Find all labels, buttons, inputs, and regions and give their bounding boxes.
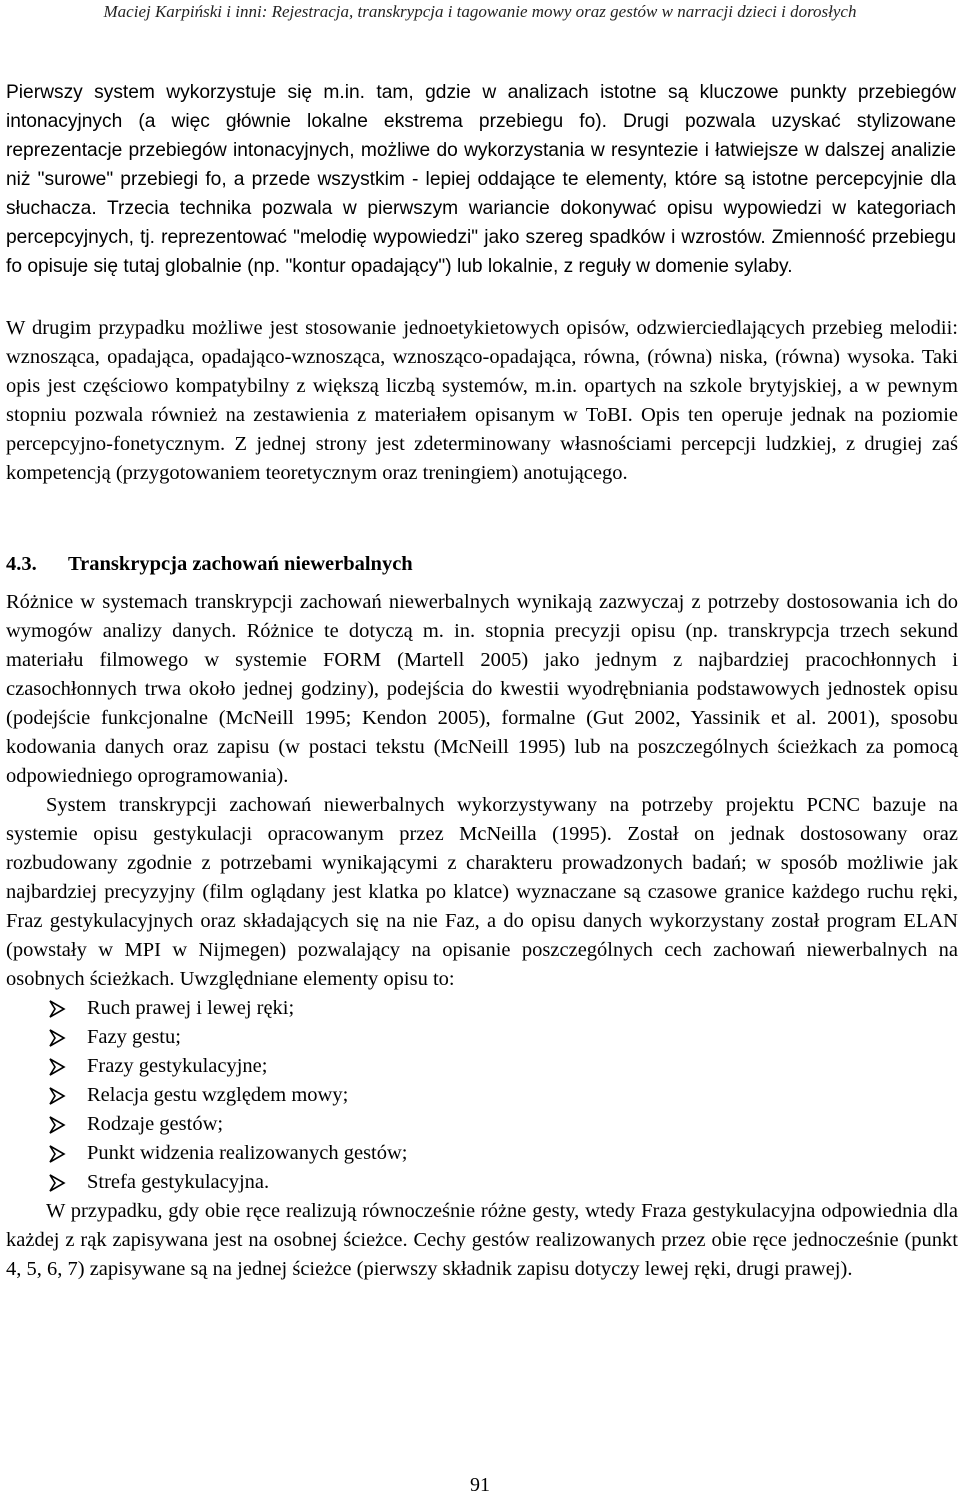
description-elements-list: [6, 994, 958, 1197]
arrowhead-bullet-icon: [48, 1116, 66, 1134]
list-item: [6, 1081, 958, 1110]
list-item: [6, 1023, 958, 1052]
section-title: Transkrypcja zachowań niewerbalnych: [68, 553, 413, 575]
arrowhead-bullet-icon: [48, 1058, 66, 1076]
list-item: [6, 1168, 958, 1197]
intonation-paragraph-serif: [6, 314, 958, 488]
list-item: [6, 1052, 958, 1081]
list-item-text: Fazy gestu;: [87, 1026, 181, 1048]
arrowhead-bullet-icon: [48, 1000, 66, 1018]
paragraph-transcription-differences: Różnice w systemach transkrypcji zachowań niewerbalnych wynikają zazwyczaj z potrzeby dostosowania ich do wymogów analizy danych. Różnice te dotyczą m. in. stopnia precyzji opisu (np. transkrypcja trzech sekund materiału filmowego w systemie FORM (Martell 2005) jako jednym z najbardziej pracochłonnych i czasochłonnych trwa około jednej godziny), podejścia do kwestii wyodrębniania podstawowych jednostek opisu (podejście funkcjonalne (McNeill 1995; Kendon 2005), formalne (Gut 2002, Yassinik et al. 2001), sposobu kodowania danych oraz zapisu (w postaci tekstu (McNeill 1995) lub na poszczególnych ścieżkach za pomocą odpowiedniego oprogramowania).: [6, 591, 958, 787]
paragraph-intonation-systems: Pierwszy system wykorzystuje się m.in. tam, gdzie w analizach istotne są kluczowe punkty przebiegów intonacyjnych (a więc głównie lokalne ekstrema przebiegu fo). Drugi pozwala uzyskać stylizowane reprezentacje przebiegów intonacyjnych, możliwe do wykorzystania w resyntezie i łatwiejsze w dalszej analizie niż "surowe" przebiegi fo, a przede wszystkim - lepiej oddające te elementy, które są istotne percepcyjnie dla słuchacza. Trzecia technika pozwala w pierwszym wariancie dokonywać opisu wypowiedzi w kategoriach percepcyjnych, tj. reprezentować "melodię wypowiedzi" jako szereg spadków i wzrostów. Zmienność przebiegu fo opisuje się tutaj globalnie (np. "kontur opadający") lub lokalnie, z reguły w domenie sylaby.: [6, 82, 956, 277]
arrowhead-bullet-icon: [48, 1087, 66, 1105]
section-number: 4.3.: [6, 553, 37, 575]
page-number: 91: [470, 1474, 490, 1496]
list-item-text: Ruch prawej i lewej ręki;: [87, 997, 295, 1019]
arrowhead-bullet-icon: [48, 1029, 66, 1047]
paragraph-both-hands: W przypadku, gdy obie ręce realizują równocześnie różne gesty, wtedy Fraza gestykulacyjna odpowiednia dla każdej z rąk zapisywana jest na osobnej ścieżce. Cechy gestów realizowanych przez obie ręce jednocześnie (punkt 4, 5, 6, 7) zapisywane są na jednej ścieżce (pierwszy składnik zapisu dotyczy lewej ręki, drugi prawej).: [6, 1200, 958, 1280]
list-item: [6, 1139, 958, 1168]
list-item-text: Relacja gestu względem mowy;: [87, 1084, 349, 1106]
section-body: [6, 588, 958, 1284]
list-item-text: Punkt widzenia realizowanych gestów;: [87, 1142, 408, 1164]
arrowhead-bullet-icon: [48, 1174, 66, 1192]
list-item: [6, 1110, 958, 1139]
intonation-paragraph-sans: [6, 78, 956, 281]
section-heading: [6, 550, 413, 579]
arrowhead-bullet-icon: [48, 1145, 66, 1163]
list-item-text: Strefa gestykulacyjna.: [87, 1171, 270, 1193]
paragraph-description-levels: W drugim przypadku możliwe jest stosowanie jednoetykietowych opisów, odzwierciedlających przebieg melodii: wznosząca, opadająca, opadająco-wznosząca, wznosząco-opadająca, równa, (równa) niska, (równa) wysoka. Taki opis jest częściowo kompatybilny z większą liczbą systemów, m.in. opartych na szkole brytyjskiej, a w pewnym stopniu pozwala również na zestawienia z materiałem opisanym w ToBI. Opis ten operuje jednak na poziomie percepcyjno-fonetycznym. Z jednej strony jest zdeterminowany własnościami percepcji ludzkiej, z drugiej zaś kompetencją (przygotowaniem teoretycznym oraz treningiem) anotującego.: [6, 317, 958, 484]
list-item-text: Frazy gestykulacyjne;: [87, 1055, 268, 1077]
running-header: Maciej Karpiński i inni: Rejestracja, transkrypcja i tagowanie mowy oraz gestów w narracji dzieci i dorosłych: [103, 2, 857, 21]
paragraph-pcnc-system: System transkrypcji zachowań niewerbalnych wykorzystywany na potrzeby projektu PCNC bazuje na systemie opisu gestykulacji opracowanym przez McNeilla (1995). Został on jednak dostosowany oraz rozbudowany zgodnie z potrzebami wynikającymi z charakteru prowadzonych badań; w sposób możliwie jak najbardziej precyzyjny (film oglądany jest klatka po klatce) wyznaczane są czasowe granice każdego ruchu ręki, Fraz gestykulacyjnych oraz składających się na nie Faz, a do opisu danych wykorzystany został program ELAN (powstały w MPI w Nijmegen) pozwalający na opisanie poszczególnych cech zachowań niewerbalnych na osobnych ścieżkach. Uwzględniane elementy opisu to:: [6, 794, 958, 990]
list-item: [6, 994, 958, 1023]
list-item-text: Rodzaje gestów;: [87, 1113, 224, 1135]
